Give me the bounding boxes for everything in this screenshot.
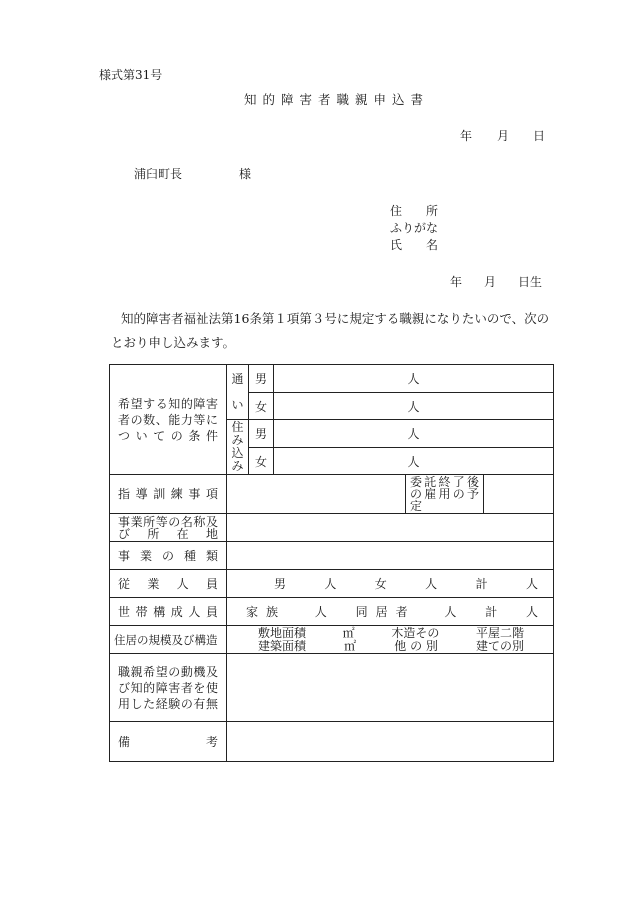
live-in-text: 住み込み xyxy=(231,420,244,473)
applicant-furigana-label: ふりがな xyxy=(390,221,439,235)
employees-field[interactable] xyxy=(227,570,554,598)
commute-label xyxy=(227,365,249,420)
commute-female-count[interactable]: 人 xyxy=(274,393,554,420)
remarks-field[interactable] xyxy=(227,722,554,762)
date-month: 月 xyxy=(497,129,510,143)
birth-day: 日生 xyxy=(518,275,543,289)
date-year: 年 xyxy=(460,129,473,143)
body-paragraph: 知的障害者福祉法第16条第１項第３号に規定する職親になりたいので、次のとおり申し込みます。 xyxy=(111,311,550,350)
other-label: 他 の 別 xyxy=(394,638,438,653)
addressee-honorific: 様 xyxy=(239,167,252,181)
conditions-label: 希望する知的障害者の数、能力等についての条件 xyxy=(110,365,227,475)
addressee-name: 浦臼町長 xyxy=(134,167,183,181)
guidance-field[interactable] xyxy=(227,475,406,514)
housing-field[interactable] xyxy=(227,626,554,654)
hh-person-2: 人 xyxy=(444,605,457,619)
commute-text: 通い xyxy=(231,372,244,412)
live-in-female-count[interactable]: 人 xyxy=(274,448,554,475)
single-storey-label: 平屋二階 xyxy=(475,625,524,640)
commute-male-label: 男 xyxy=(249,365,274,393)
sqm-2: ㎡ xyxy=(344,638,357,653)
remarks-label: 備 考 xyxy=(110,722,227,762)
birth-month: 月 xyxy=(484,275,497,289)
post-contract-field[interactable] xyxy=(484,475,554,514)
birth-year: 年 xyxy=(450,275,463,289)
household-label: 世帯構成人員 xyxy=(110,598,227,626)
emp-person-2: 人 xyxy=(425,577,438,591)
business-type-field[interactable] xyxy=(227,542,554,570)
emp-person-3: 人 xyxy=(525,577,538,591)
emp-person-1: 人 xyxy=(324,577,337,591)
page-title: 知的障害者職親申込書 xyxy=(244,92,430,107)
live-in-female-label: 女 xyxy=(249,448,274,475)
floors-label: 建ての別 xyxy=(476,638,525,653)
date-day: 日 xyxy=(533,129,546,143)
wooden-label: 木造その xyxy=(391,625,440,640)
application-table xyxy=(109,364,554,762)
business-name-label: 事業所等の名称及び所在地 xyxy=(110,514,227,542)
emp-female: 女 xyxy=(374,577,387,591)
hh-person-3: 人 xyxy=(525,605,538,619)
applicant-name-label: 氏 名 xyxy=(390,238,439,252)
commute-male-count[interactable]: 人 xyxy=(274,365,554,393)
employees-label: 従業人員 xyxy=(110,570,227,598)
guidance-label: 指導訓練事項 xyxy=(110,475,227,514)
hh-total: 計 xyxy=(485,605,498,619)
housing-label: 住居の規模及び構造 xyxy=(110,626,227,654)
motive-field[interactable] xyxy=(227,654,554,722)
emp-total: 計 xyxy=(475,577,488,591)
hh-person-1: 人 xyxy=(314,605,327,619)
live-in-label xyxy=(227,420,249,475)
post-contract-label: 委託終了後の雇用の予定 xyxy=(406,475,484,514)
commute-female-label: 女 xyxy=(249,393,274,420)
business-name-field[interactable] xyxy=(227,514,554,542)
building-area-label: 建築面積 xyxy=(258,638,307,653)
site-area-label: 敷地面積 xyxy=(258,625,307,640)
motive-label: 職親希望の動機及び知的障害者を使用した経験の有無 xyxy=(110,654,227,722)
live-in-male-label: 男 xyxy=(249,420,274,448)
emp-male: 男 xyxy=(274,577,287,591)
sqm-1: ㎡ xyxy=(342,625,355,640)
form-number: 様式第31号 xyxy=(99,68,163,82)
family-label: 家族 xyxy=(246,605,287,619)
business-type-label: 事業の種類 xyxy=(110,542,227,570)
cohabitants-label: 同居者 xyxy=(355,605,416,619)
applicant-address-label: 住 所 xyxy=(390,204,439,218)
live-in-male-count[interactable]: 人 xyxy=(274,420,554,448)
household-field[interactable] xyxy=(227,598,554,626)
